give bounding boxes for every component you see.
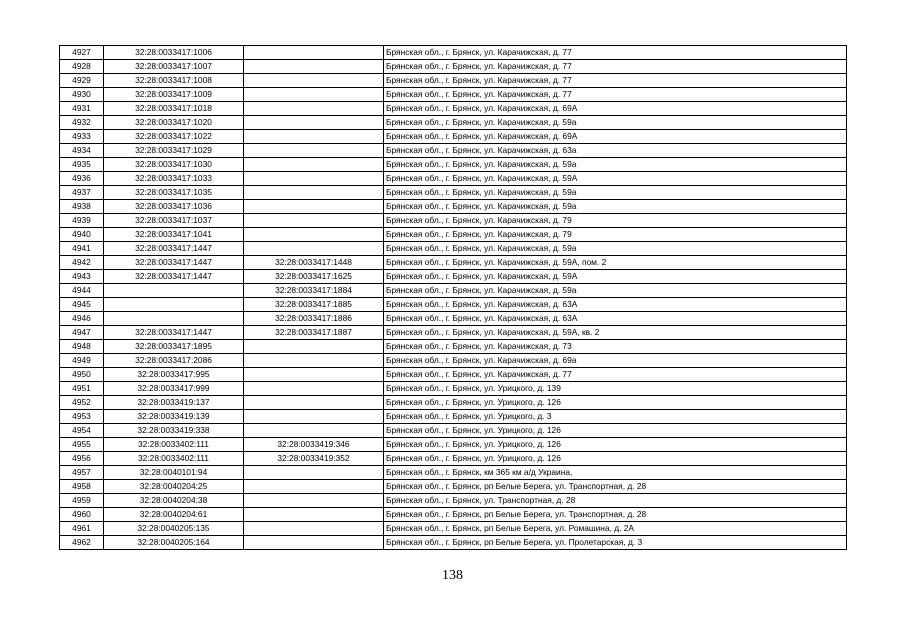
table-row: [60, 410, 847, 424]
cadastral-number-cell: 32:28:0033419:139: [104, 410, 244, 424]
related-cadastral-number-cell: 32:28:0033417:1886: [244, 312, 384, 326]
row-number-cell: 4937: [60, 186, 104, 200]
related-cadastral-number-cell: [244, 102, 384, 116]
table-row: [60, 256, 847, 270]
related-cadastral-number-cell: [244, 158, 384, 172]
cadastral-number-cell: 32:28:0033417:1035: [104, 186, 244, 200]
row-number-cell: 4955: [60, 438, 104, 452]
related-cadastral-number-cell: [244, 368, 384, 382]
row-number-cell: 4947: [60, 326, 104, 340]
related-cadastral-number-cell: [244, 410, 384, 424]
address-cell: Брянская обл., г. Брянск, ул. Урицкого, д. 126: [384, 396, 847, 410]
address-cell: Брянская обл., г. Брянск, ул. Карачижская, д. 59а: [384, 186, 847, 200]
row-number-cell: 4940: [60, 228, 104, 242]
cadastral-number-cell: 32:28:0033417:1037: [104, 214, 244, 228]
related-cadastral-number-cell: [244, 60, 384, 74]
related-cadastral-number-cell: [244, 228, 384, 242]
address-cell: Брянская обл., г. Брянск, ул. Карачижская, д. 59а: [384, 158, 847, 172]
table-row: [60, 242, 847, 256]
cadastral-number-cell: 32:28:0033417:1036: [104, 200, 244, 214]
address-cell: Брянская обл., г. Брянск, ул. Урицкого, д. 3: [384, 410, 847, 424]
row-number-cell: 4933: [60, 130, 104, 144]
address-cell: Брянская обл., г. Брянск, ул. Карачижская, д. 77: [384, 88, 847, 102]
cadastral-number-cell: 32:28:0033417:2086: [104, 354, 244, 368]
related-cadastral-number-cell: [244, 480, 384, 494]
related-cadastral-number-cell: [244, 144, 384, 158]
table-row: [60, 354, 847, 368]
row-number-cell: 4938: [60, 200, 104, 214]
row-number-cell: 4949: [60, 354, 104, 368]
row-number-cell: 4957: [60, 466, 104, 480]
row-number-cell: 4950: [60, 368, 104, 382]
row-number-cell: 4930: [60, 88, 104, 102]
table-row: [60, 60, 847, 74]
address-cell: Брянская обл., г. Брянск, ул. Урицкого, д. 126: [384, 438, 847, 452]
row-number-cell: 4951: [60, 382, 104, 396]
related-cadastral-number-cell: [244, 88, 384, 102]
related-cadastral-number-cell: [244, 214, 384, 228]
cadastral-number-cell: 32:28:0033417:1895: [104, 340, 244, 354]
table-row: [60, 130, 847, 144]
row-number-cell: 4948: [60, 340, 104, 354]
related-cadastral-number-cell: [244, 424, 384, 438]
table-row: [60, 396, 847, 410]
related-cadastral-number-cell: [244, 116, 384, 130]
row-number-cell: 4928: [60, 60, 104, 74]
related-cadastral-number-cell: 32:28:0033417:1885: [244, 298, 384, 312]
address-cell: Брянская обл., г. Брянск, ул. Карачижская, д. 77: [384, 60, 847, 74]
address-cell: Брянская обл., г. Брянск, ул. Карачижская, д. 79: [384, 228, 847, 242]
address-cell: Брянская обл., г. Брянск, ул. Урицкого, д. 139: [384, 382, 847, 396]
row-number-cell: 4942: [60, 256, 104, 270]
related-cadastral-number-cell: 32:28:0033417:1884: [244, 284, 384, 298]
row-number-cell: 4960: [60, 508, 104, 522]
related-cadastral-number-cell: [244, 508, 384, 522]
related-cadastral-number-cell: 32:28:0033419:352: [244, 452, 384, 466]
address-cell: Брянская обл., г. Брянск, ул. Карачижская, д. 59А, пом. 2: [384, 256, 847, 270]
table-row: [60, 340, 847, 354]
address-cell: Брянская обл., г. Брянск, ул. Карачижская, д. 73: [384, 340, 847, 354]
related-cadastral-number-cell: [244, 522, 384, 536]
cadastral-number-cell: 32:28:0033417:1447: [104, 256, 244, 270]
table-row: [60, 312, 847, 326]
cadastral-number-cell: 32:28:0033402:111: [104, 438, 244, 452]
cadastral-number-cell: [104, 298, 244, 312]
row-number-cell: 4952: [60, 396, 104, 410]
row-number-cell: 4932: [60, 116, 104, 130]
address-cell: Брянская обл., г. Брянск, ул. Карачижская, д. 69А: [384, 102, 847, 116]
table-row: [60, 172, 847, 186]
table-row: [60, 214, 847, 228]
table-row: [60, 326, 847, 340]
address-cell: Брянская обл., г. Брянск, ул. Карачижская, д. 63а: [384, 144, 847, 158]
table-row: [60, 382, 847, 396]
address-cell: Брянская обл., г. Брянск, рп Белые Берега, ул. Ромашина, д. 2А: [384, 522, 847, 536]
row-number-cell: 4959: [60, 494, 104, 508]
related-cadastral-number-cell: [244, 466, 384, 480]
row-number-cell: 4941: [60, 242, 104, 256]
table-row: [60, 144, 847, 158]
row-number-cell: 4944: [60, 284, 104, 298]
related-cadastral-number-cell: 32:28:0033417:1887: [244, 326, 384, 340]
related-cadastral-number-cell: [244, 242, 384, 256]
table-row: [60, 452, 847, 466]
cadastral-number-cell: 32:28:0033419:338: [104, 424, 244, 438]
related-cadastral-number-cell: [244, 382, 384, 396]
row-number-cell: 4962: [60, 536, 104, 550]
cadastral-number-cell: 32:28:0040205:135: [104, 522, 244, 536]
related-cadastral-number-cell: [244, 200, 384, 214]
address-cell: Брянская обл., г. Брянск, ул. Карачижская, д. 69А: [384, 130, 847, 144]
row-number-cell: 4934: [60, 144, 104, 158]
table-row: [60, 228, 847, 242]
table-row: [60, 466, 847, 480]
address-cell: Брянская обл., г. Брянск, ул. Урицкого, д. 126: [384, 452, 847, 466]
row-number-cell: 4956: [60, 452, 104, 466]
address-cell: Брянская обл., г. Брянск, ул. Карачижская, д. 59а: [384, 116, 847, 130]
related-cadastral-number-cell: [244, 354, 384, 368]
cadastral-number-cell: 32:28:0033417:995: [104, 368, 244, 382]
row-number-cell: 4946: [60, 312, 104, 326]
address-cell: Брянская обл., г. Брянск, рп Белые Берега, ул. Транспортная, д. 28: [384, 508, 847, 522]
address-cell: Брянская обл., г. Брянск, ул. Карачижская, д. 59а: [384, 242, 847, 256]
table-row: [60, 536, 847, 550]
cadastral-number-cell: 32:28:0033417:999: [104, 382, 244, 396]
row-number-cell: 4939: [60, 214, 104, 228]
cadastral-number-cell: 32:28:0033417:1447: [104, 270, 244, 284]
cadastral-number-cell: 32:28:0040205:164: [104, 536, 244, 550]
related-cadastral-number-cell: 32:28:0033419:346: [244, 438, 384, 452]
cadastral-number-cell: 32:28:0033417:1008: [104, 74, 244, 88]
table-row: [60, 158, 847, 172]
related-cadastral-number-cell: [244, 536, 384, 550]
table-row: [60, 102, 847, 116]
table-row: [60, 494, 847, 508]
address-cell: Брянская обл., г. Брянск, рп Белые Берега, ул. Пролетарская, д. 3: [384, 536, 847, 550]
related-cadastral-number-cell: [244, 340, 384, 354]
address-cell: Брянская обл., г. Брянск, ул. Карачижская, д. 63А: [384, 298, 847, 312]
address-cell: Брянская обл., г. Брянск, ул. Карачижская, д. 59А: [384, 172, 847, 186]
related-cadastral-number-cell: [244, 46, 384, 60]
cadastral-number-cell: 32:28:0040204:25: [104, 480, 244, 494]
row-number-cell: 4943: [60, 270, 104, 284]
table-row: [60, 522, 847, 536]
address-cell: Брянская обл., г. Брянск, ул. Карачижская, д. 79: [384, 214, 847, 228]
address-cell: Брянская обл., г. Брянск, ул. Карачижская, д. 77: [384, 368, 847, 382]
table-row: [60, 116, 847, 130]
page-number: 138: [442, 568, 463, 583]
cadastral-number-cell: 32:28:0040204:38: [104, 494, 244, 508]
cadastral-number-cell: 32:28:0033417:1033: [104, 172, 244, 186]
table-row: [60, 270, 847, 284]
address-cell: Брянская обл., г. Брянск, ул. Карачижская, д. 77: [384, 46, 847, 60]
row-number-cell: 4945: [60, 298, 104, 312]
cadastral-number-cell: 32:28:0033417:1447: [104, 326, 244, 340]
cadastral-number-cell: 32:28:0033417:1022: [104, 130, 244, 144]
cadastral-number-cell: 32:28:0040101:94: [104, 466, 244, 480]
cadastral-number-cell: 32:28:0033417:1447: [104, 242, 244, 256]
address-cell: Брянская обл., г. Брянск, ул. Карачижская, д. 59а: [384, 200, 847, 214]
address-cell: Брянская обл., г. Брянск, ул. Карачижская, д. 77: [384, 74, 847, 88]
table-row: [60, 480, 847, 494]
table-row: [60, 298, 847, 312]
cadastral-number-cell: 32:28:0033417:1007: [104, 60, 244, 74]
table-row: [60, 508, 847, 522]
table-row: [60, 74, 847, 88]
row-number-cell: 4958: [60, 480, 104, 494]
cadastral-number-cell: 32:28:0033417:1018: [104, 102, 244, 116]
cadastral-number-cell: 32:28:0033417:1041: [104, 228, 244, 242]
register-table-body: [60, 46, 847, 550]
address-cell: Брянская обл., г. Брянск, ул. Карачижская, д. 59А: [384, 270, 847, 284]
row-number-cell: 4953: [60, 410, 104, 424]
table-row: [60, 368, 847, 382]
table-row: [60, 186, 847, 200]
cadastral-number-cell: 32:28:0033417:1030: [104, 158, 244, 172]
address-cell: Брянская обл., г. Брянск, ул. Транспортная, д. 28: [384, 494, 847, 508]
table-row: [60, 424, 847, 438]
related-cadastral-number-cell: 32:28:0033417:1448: [244, 256, 384, 270]
table-row: [60, 46, 847, 60]
table-row: [60, 200, 847, 214]
address-cell: Брянская обл., г. Брянск, ул. Карачижская, д. 63А: [384, 312, 847, 326]
related-cadastral-number-cell: 32:28:0033417:1625: [244, 270, 384, 284]
table-row: [60, 88, 847, 102]
cadastral-number-cell: 32:28:0033402:111: [104, 452, 244, 466]
cadastral-number-cell: 32:28:0040204:61: [104, 508, 244, 522]
related-cadastral-number-cell: [244, 494, 384, 508]
row-number-cell: 4929: [60, 74, 104, 88]
address-cell: Брянская обл., г. Брянск, ул. Урицкого, д. 126: [384, 424, 847, 438]
table-row: [60, 284, 847, 298]
address-cell: Брянская обл., г. Брянск, ул. Карачижская, д. 69а: [384, 354, 847, 368]
cadastral-number-cell: [104, 312, 244, 326]
row-number-cell: 4936: [60, 172, 104, 186]
related-cadastral-number-cell: [244, 396, 384, 410]
row-number-cell: 4935: [60, 158, 104, 172]
cadastral-number-cell: [104, 284, 244, 298]
cadastral-number-cell: 32:28:0033417:1029: [104, 144, 244, 158]
related-cadastral-number-cell: [244, 130, 384, 144]
cadastral-number-cell: 32:28:0033419:137: [104, 396, 244, 410]
cadastral-number-cell: 32:28:0033417:1006: [104, 46, 244, 60]
table-row: [60, 438, 847, 452]
address-cell: Брянская обл., г. Брянск, ул. Карачижская, д. 59А, кв. 2: [384, 326, 847, 340]
address-cell: Брянская обл., г. Брянск, рп Белые Берега, ул. Транспортная, д. 28: [384, 480, 847, 494]
address-cell: Брянская обл., г. Брянск, ул. Карачижская, д. 59а: [384, 284, 847, 298]
row-number-cell: 4931: [60, 102, 104, 116]
related-cadastral-number-cell: [244, 186, 384, 200]
related-cadastral-number-cell: [244, 74, 384, 88]
row-number-cell: 4927: [60, 46, 104, 60]
related-cadastral-number-cell: [244, 172, 384, 186]
cadastral-number-cell: 32:28:0033417:1020: [104, 116, 244, 130]
row-number-cell: 4954: [60, 424, 104, 438]
address-cell: Брянская обл., г. Брянск, км 365 км а/д Украина,: [384, 466, 847, 480]
row-number-cell: 4961: [60, 522, 104, 536]
cadastral-number-cell: 32:28:0033417:1009: [104, 88, 244, 102]
cadastral-register-table: [59, 45, 847, 550]
